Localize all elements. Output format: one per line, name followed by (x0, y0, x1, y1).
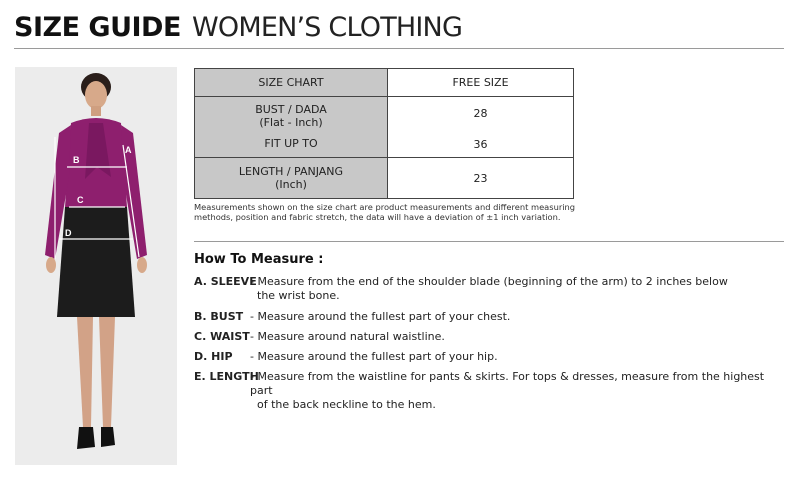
item-key: D. HIP (194, 350, 233, 363)
marker-b: B (73, 155, 80, 165)
page-subtitle: WOMEN’S CLOTHING (192, 12, 463, 43)
item-text: - Measure from the waistline for pants & skirts. For tops & dresses, measure from the highest part (250, 370, 765, 397)
item-text: - Measure around the fullest part of your hip. (250, 350, 498, 363)
fit-label: FIT UP TO (264, 137, 318, 150)
fit-value: 36 (473, 138, 488, 151)
left-leg (77, 317, 93, 427)
length-unit: (Inch) (275, 178, 307, 191)
item-text: - Measure from the end of the shoulder blade (beginning of the arm) to 2 inches below (250, 275, 728, 288)
length-value: 23 (388, 158, 574, 199)
bust-unit: (Flat - Inch) (259, 116, 323, 129)
bust-value: 28 (473, 107, 488, 120)
section-divider (194, 241, 784, 242)
item-key: E. LENGTH (194, 370, 259, 383)
bust-label-cell (195, 97, 388, 158)
item-text-cont: of the back neckline to the hem. (257, 398, 436, 411)
note-line-1: Measurements shown on the size chart are product measurements and different measuring (194, 202, 576, 212)
marker-c: C (77, 195, 84, 205)
item-text: - Measure around natural waistline. (250, 330, 445, 343)
item-text-cont: the wrist bone. (257, 289, 340, 302)
page-title: SIZE GUIDE (14, 12, 181, 43)
right-leg (99, 317, 115, 427)
left-shoe (77, 427, 95, 449)
left-hand (46, 257, 56, 273)
item-key: B. BUST (194, 310, 244, 323)
bust-value-cell (388, 97, 574, 158)
skirt (57, 207, 135, 317)
length-label: LENGTH / PANJANG (238, 165, 344, 178)
length-label-cell (195, 158, 388, 199)
table-header-size-chart: SIZE CHART (195, 69, 388, 97)
table-row-bust (195, 97, 574, 158)
right-hand (137, 257, 147, 273)
measurement-note (194, 202, 614, 222)
page-header (14, 12, 784, 46)
item-key: A. SLEEVE (194, 275, 257, 288)
marker-d: D (65, 228, 72, 238)
item-key: C. WAIST (194, 330, 250, 343)
bust-label: BUST / DADA (255, 103, 327, 116)
marker-a: A (125, 145, 132, 155)
note-line-2: methods, position and fabric stretch, the data will have a deviation of ±1 inch variation. (194, 212, 561, 222)
table-header-row (195, 69, 574, 97)
right-shoe (101, 427, 115, 447)
how-to-measure-heading: How To Measure : (194, 252, 324, 267)
item-text: - Measure around the fullest part of your chest. (250, 310, 511, 323)
model-illustration (15, 67, 177, 465)
neck (91, 106, 101, 116)
model-figure (15, 67, 177, 465)
face (85, 81, 107, 109)
size-chart-table (194, 68, 574, 199)
header-divider (14, 48, 784, 49)
table-header-free-size: FREE SIZE (388, 69, 574, 97)
table-row-length (195, 158, 574, 199)
